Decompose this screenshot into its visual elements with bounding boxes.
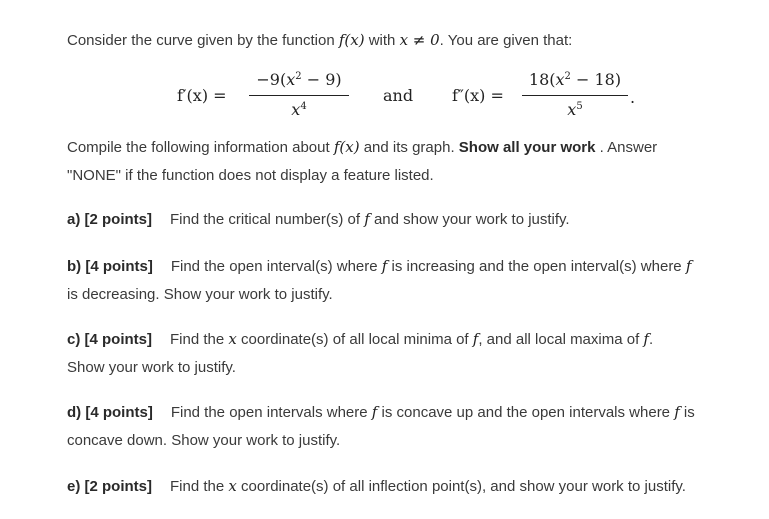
intro-function: f(x) [338,31,365,49]
fdouble-denominator: $x^5$ [567,100,583,119]
fdouble-numerator: $18(x^2 - 18)$ [528,70,622,89]
fdouble-fraction [522,70,628,122]
part-b: b) [4 points] Find the open interval(s) where f is increasing and the open interval(s) where f [67,257,692,275]
intro-text-c: . You are given that: [439,32,573,49]
connector-and: and [383,86,414,105]
instructions-line-2: "NONE" if the function does not display a feature listed. [67,167,434,184]
part-a-label: a) [2 points] [67,211,152,228]
intro-text-b: with [364,32,400,49]
fprime-fraction-bar [249,95,349,96]
part-b-label: b) [4 points] [67,258,153,275]
intro-condition: x ≠ 0 [399,31,440,49]
instructions-function: f(x) [333,138,360,156]
part-b-line-2: is decreasing. Show your work to justify. [67,286,333,303]
fprime-lhs: f′(x) = [177,86,227,105]
show-work-emphasis: Show all your work [458,139,596,156]
part-a: a) [2 points] Find the critical number(s) of f and show your work to justify. [67,210,570,228]
part-d: d) [4 points] Find the open intervals where f is concave up and the open intervals where f is [67,403,695,421]
intro-text-a: Consider the curve given by the function [67,32,339,49]
fdouble-lhs: f″(x) = [452,86,504,105]
part-d-line-2: concave down. Show your work to justify. [67,432,341,449]
part-c-label: c) [4 points] [67,331,152,348]
equation-period: . [630,88,636,107]
fprime-numerator: $-9(x^2 - 9)$ [256,70,342,89]
part-e-label: e) [2 points] [67,478,152,495]
fdouble-fraction-bar [522,95,628,96]
fprime-fraction [249,70,349,122]
part-e: e) [2 points] Find the x coordinate(s) of all inflection point(s), and show your work to justify. [67,477,686,495]
part-c-line-2: Show your work to justify. [67,359,236,376]
intro-line [67,30,572,51]
instructions-line-1: Compile the following information about f(x) and its graph. Show all your work . Answer [67,138,658,156]
fprime-denominator: $x^4$ [291,100,307,119]
part-c: c) [4 points] Find the x coordinate(s) of all local minima of f, and all local maxima of f. [67,330,654,348]
part-d-label: d) [4 points] [67,404,153,421]
